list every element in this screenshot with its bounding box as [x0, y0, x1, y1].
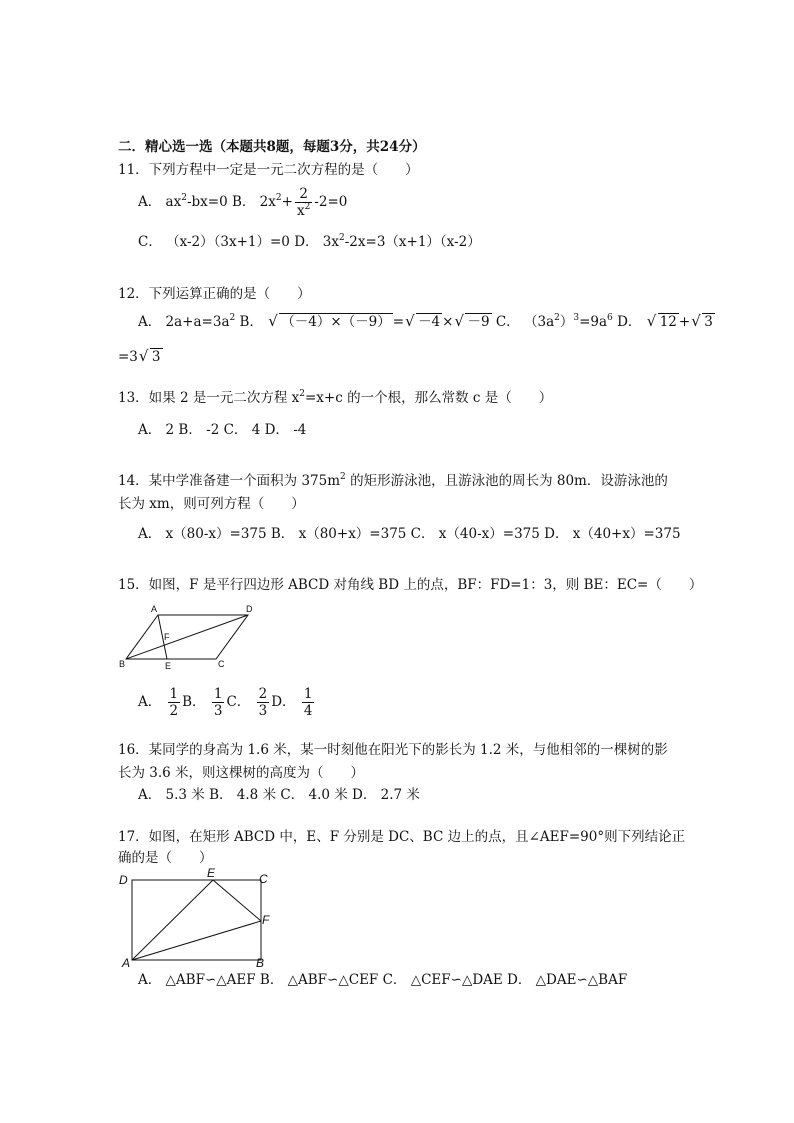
sqrt-expression-6: √ 3 [139, 348, 163, 366]
question-17-stem-line2: 确的是（ ） [118, 850, 213, 866]
sqrt-expression-1: √ （－4）×（－9） [268, 313, 393, 331]
label-c: C [259, 872, 268, 886]
label-b: B [119, 659, 126, 669]
label-a: A [151, 604, 158, 614]
label-e: E [207, 866, 216, 880]
label-d: D [119, 873, 128, 887]
question-16-options: A． 5.3 米 B． 4.8 米 C． 4.0 米 D． 2.7 米 [138, 787, 420, 803]
label-b: B [256, 956, 265, 970]
question-15-options: A． $\frac{1}{2}$ B． $\frac{1}{3}$ C． $\frac{2}{3}$ D． $\frac{1}{4}$ [138, 686, 313, 719]
label-f: F [262, 913, 270, 927]
question-12-continuation: =3√ 3 [118, 348, 163, 366]
diagonal-bd [126, 615, 248, 659]
fraction-option-d: $\frac{1}{4}$ [303, 686, 313, 719]
question-15-stem: 15．如图，F 是平行四边形 ABCD 对角线 BD 上的点，BF：FD=1：3，则 BE：EC=（ ） [118, 577, 703, 593]
parallelogram-figure [118, 600, 258, 672]
fraction-option-a: $\frac{1}{2}$ [169, 686, 179, 719]
question-11-options-ab: A． $ax^2-bx=0$ B． $2x^2+$ $\frac{2}{x^2}$ -2=0 [138, 186, 348, 219]
question-14-stem-line1: 14．某中学准备建一个面积为 $375m^2$ 的矩形游泳池，且游泳池的周长为 80m．设游泳池的 [118, 472, 668, 489]
rectangle-figure [116, 866, 276, 970]
fraction-2-over-x2: $\frac{2}{x^2}$ [296, 186, 311, 219]
sqrt-expression-3: √ －9 [454, 313, 491, 331]
fraction-option-b: $\frac{1}{3}$ [213, 686, 223, 719]
sqrt-expression-5: √ 3 [691, 313, 715, 331]
rectangle-abcd [132, 880, 261, 960]
question-14-stem-line2: 长为 xm，则可列方程（ ） [118, 496, 305, 512]
sqrt-expression-4: √ 12 [647, 313, 679, 331]
question-16-stem-line2: 长为 3.6 米，则这棵树的高度为（ ） [118, 765, 365, 781]
question-14-options: A． x（80-x）=375 B． x（80+x）=375 C． x（40-x）=375 D． x（40+x）=375 [138, 526, 681, 542]
question-12-stem: 12．下列运算正确的是（ ） [118, 286, 311, 302]
sqrt-expression-2: √ －4 [405, 313, 442, 331]
question-16-stem-line1: 16．某同学的身高为 1.6 米，某一时刻他在阳光下的影长为 1.2 米，与他相邻的一棵树的影 [118, 742, 668, 758]
section-title: 二．精心选一选（本题共8题，每题3分，共24分） [118, 139, 426, 155]
label-c: C [218, 659, 225, 669]
question-13-stem: 13．如果 2 是一元二次方程 $x^2=x+c$ 的一个根，那么常数 c 是（ ） [118, 389, 553, 406]
question-11-stem: 11．下列方程中一定是一元二次方程的是（ ） [118, 162, 419, 178]
segment-ef [213, 880, 261, 921]
question-11-options-cd: C． （x-2）（3x+1）=0 D． $3x^2-2x=3(x+1)(x-2)$ [138, 233, 481, 250]
question-17-options: A． △ABF∽△AEF B． △ABF∽△CEF C． △CEF∽△DAE D． △DAE∽△BAF [138, 972, 628, 988]
question-13-options: A． 2 B． -2 C． 4 D． -4 [138, 422, 307, 438]
label-e: E [165, 661, 172, 671]
label-a: A [122, 956, 131, 970]
fraction-option-c: $\frac{2}{3}$ [258, 686, 268, 719]
question-17-stem-line1: 17．如图，在矩形 ABCD 中，E、F 分别是 DC、BC 边上的点，且∠AEF=90°则下列结论正 [118, 829, 686, 845]
label-f: F [164, 632, 170, 642]
label-d: D [246, 604, 253, 614]
question-12-options: A． $2a+a=3a^2$ B． √ （－4）×（－9） =√ －4 ×√ －9 C． $(3a^2)^3=9a^6$ D． √ 12 +√ 3 [138, 313, 715, 331]
